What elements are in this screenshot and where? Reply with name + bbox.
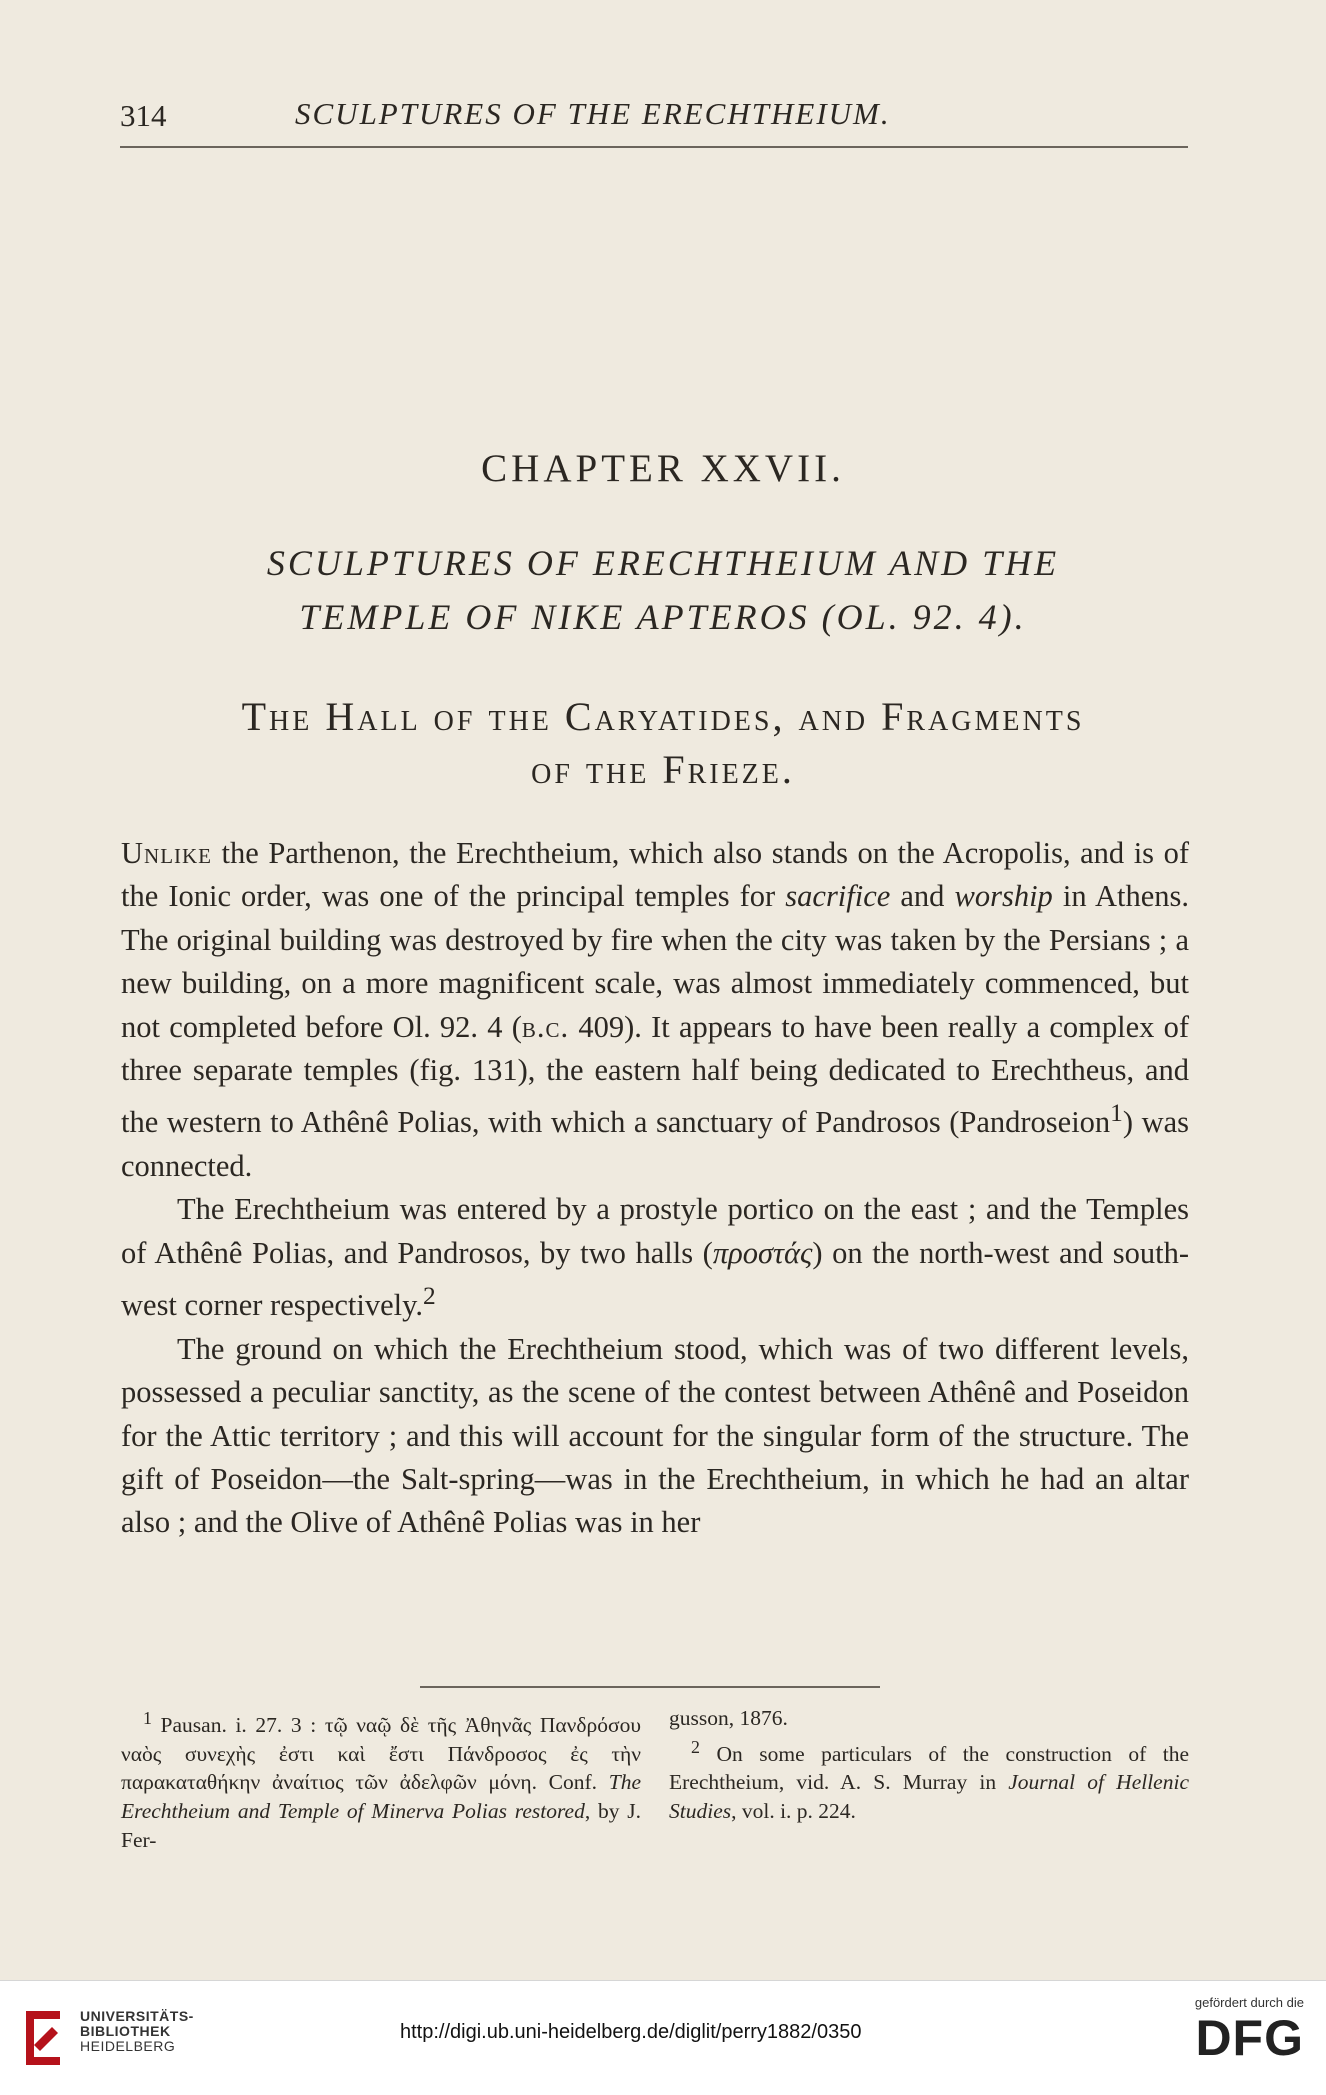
emphasis-sacrifice: sacrifice — [785, 879, 891, 914]
footnote-ref-1: 1 — [1110, 1099, 1123, 1128]
footnote-column-right — [669, 1704, 1189, 1854]
paragraph-2: The Erechtheium was entered by a prostyle portico on the east ; and the Temples of Athênê Polias, and Pandrosos, by two halls (προστάς) on the north-west and south-west corner respectively.$^2$ — [121, 1192, 1189, 1323]
paragraph-1: Unlike the Parthenon, the Erechtheium, which also stands on the Acropolis, and is of the Ionic order, was one of the principal temples for sacrifice and worship in Athens. The original building was destroyed by fire when the city was taken by the Persians ; a new building, on a more magnificent scale, was almost immediately commenced, but not completed before Ol. 92. 4 (b.c. 409). It appears to have been really a complex of three separate temples (fig. 131), the eastern half being dedicated to Erechtheus, and the western to Athênê Polias, with which a sanctuary of Pandrosos (Pandroseion$^1$) was connected. — [121, 836, 1189, 1183]
digitization-footer — [0, 1980, 1326, 2095]
page-number: 314 — [120, 98, 167, 133]
body-text — [121, 832, 1189, 1545]
greek-term: προστάς — [712, 1235, 813, 1270]
footnotes — [121, 1704, 1189, 1854]
running-title: SCULPTURES OF THE ERECHTHEIUM. — [295, 96, 891, 131]
paragraph-lead-word: Unlike — [121, 836, 213, 870]
subtitle-line-1: SCULPTURES OF ERECHTHEIUM AND THE — [266, 543, 1060, 583]
permalink[interactable]: http://digi.ub.uni-heidelberg.de/diglit/perry1882/0350 — [400, 2021, 862, 2043]
funded-by-label: gefördert durch die — [1194, 1995, 1304, 2010]
institution-name: UNIVERSITÄTS- BIBLIOTHEK HEIDELBERG — [80, 2008, 194, 2054]
footnote-2-journal-title: Journal of Hellenic Studies — [669, 1770, 1189, 1823]
subtitle-temple: TEMPLE OF NIKE APTEROS — [299, 597, 810, 637]
chapter-heading: CHAPTER XXVII. — [481, 447, 845, 490]
era-abbreviation: b.c. — [521, 1009, 570, 1044]
subtitle-olympiad: (OL. 92. 4). — [821, 597, 1027, 637]
emphasis-worship: worship — [954, 879, 1053, 914]
chapter-subtitle — [0, 536, 1326, 644]
footnote-2: $^2$ On some particulars of the construction of the Erechtheium, vid. A. S. Murray in Journal of Hellenic Studies, vol. i. p. 224. — [669, 1736, 1189, 1823]
footnote-column-left — [121, 1704, 641, 1854]
section-line-1: The Hall of the Caryatides, and Fragments — [241, 694, 1085, 739]
subtitle-line-2 — [0, 590, 1326, 644]
footnote-ref-2: 2 — [423, 1282, 436, 1311]
footnote-1-work-title: The Erechtheium and Temple of Minerva Polias restored — [121, 1770, 641, 1823]
footnote-divider — [420, 1686, 880, 1688]
library-logo-icon — [22, 2005, 66, 2071]
funder — [1144, 1995, 1304, 2066]
running-head — [120, 96, 1188, 148]
section-heading — [0, 690, 1326, 796]
section-line-2: of the Frieze. — [531, 747, 795, 792]
footnote-1-continuation: gusson, 1876. — [669, 1706, 788, 1730]
dfg-logo: DFG — [1195, 2010, 1304, 2066]
footnote-1: $^1$ Pausan. i. 27. 3 : τῷ ναῷ δὲ τῆς Ἀθηνᾶς Πανδρόσου ναὸς συνεχὴς ἐστι καὶ ἔστι Πάνδροσος ἐς τὴν παρακαταθήκην ἀναίτιος τῶν ἀδελφῶν μόνη. Conf. The Erechtheium and Temple of Minerva Polias restored, by J. Fer- — [121, 1708, 641, 1852]
paragraph-3: The ground on which the Erechtheium stood, which was of two different levels, possessed a peculiar sanctity, as the scene of the contest between Athênê and Poseidon for the Attic territory ; and this will account for the singular form of the structure. The gift of Poseidon—the Salt-spring—was in the Erechtheium, in which he had an altar also ; and the Olive of Athênê Polias was in her — [121, 1331, 1189, 1540]
